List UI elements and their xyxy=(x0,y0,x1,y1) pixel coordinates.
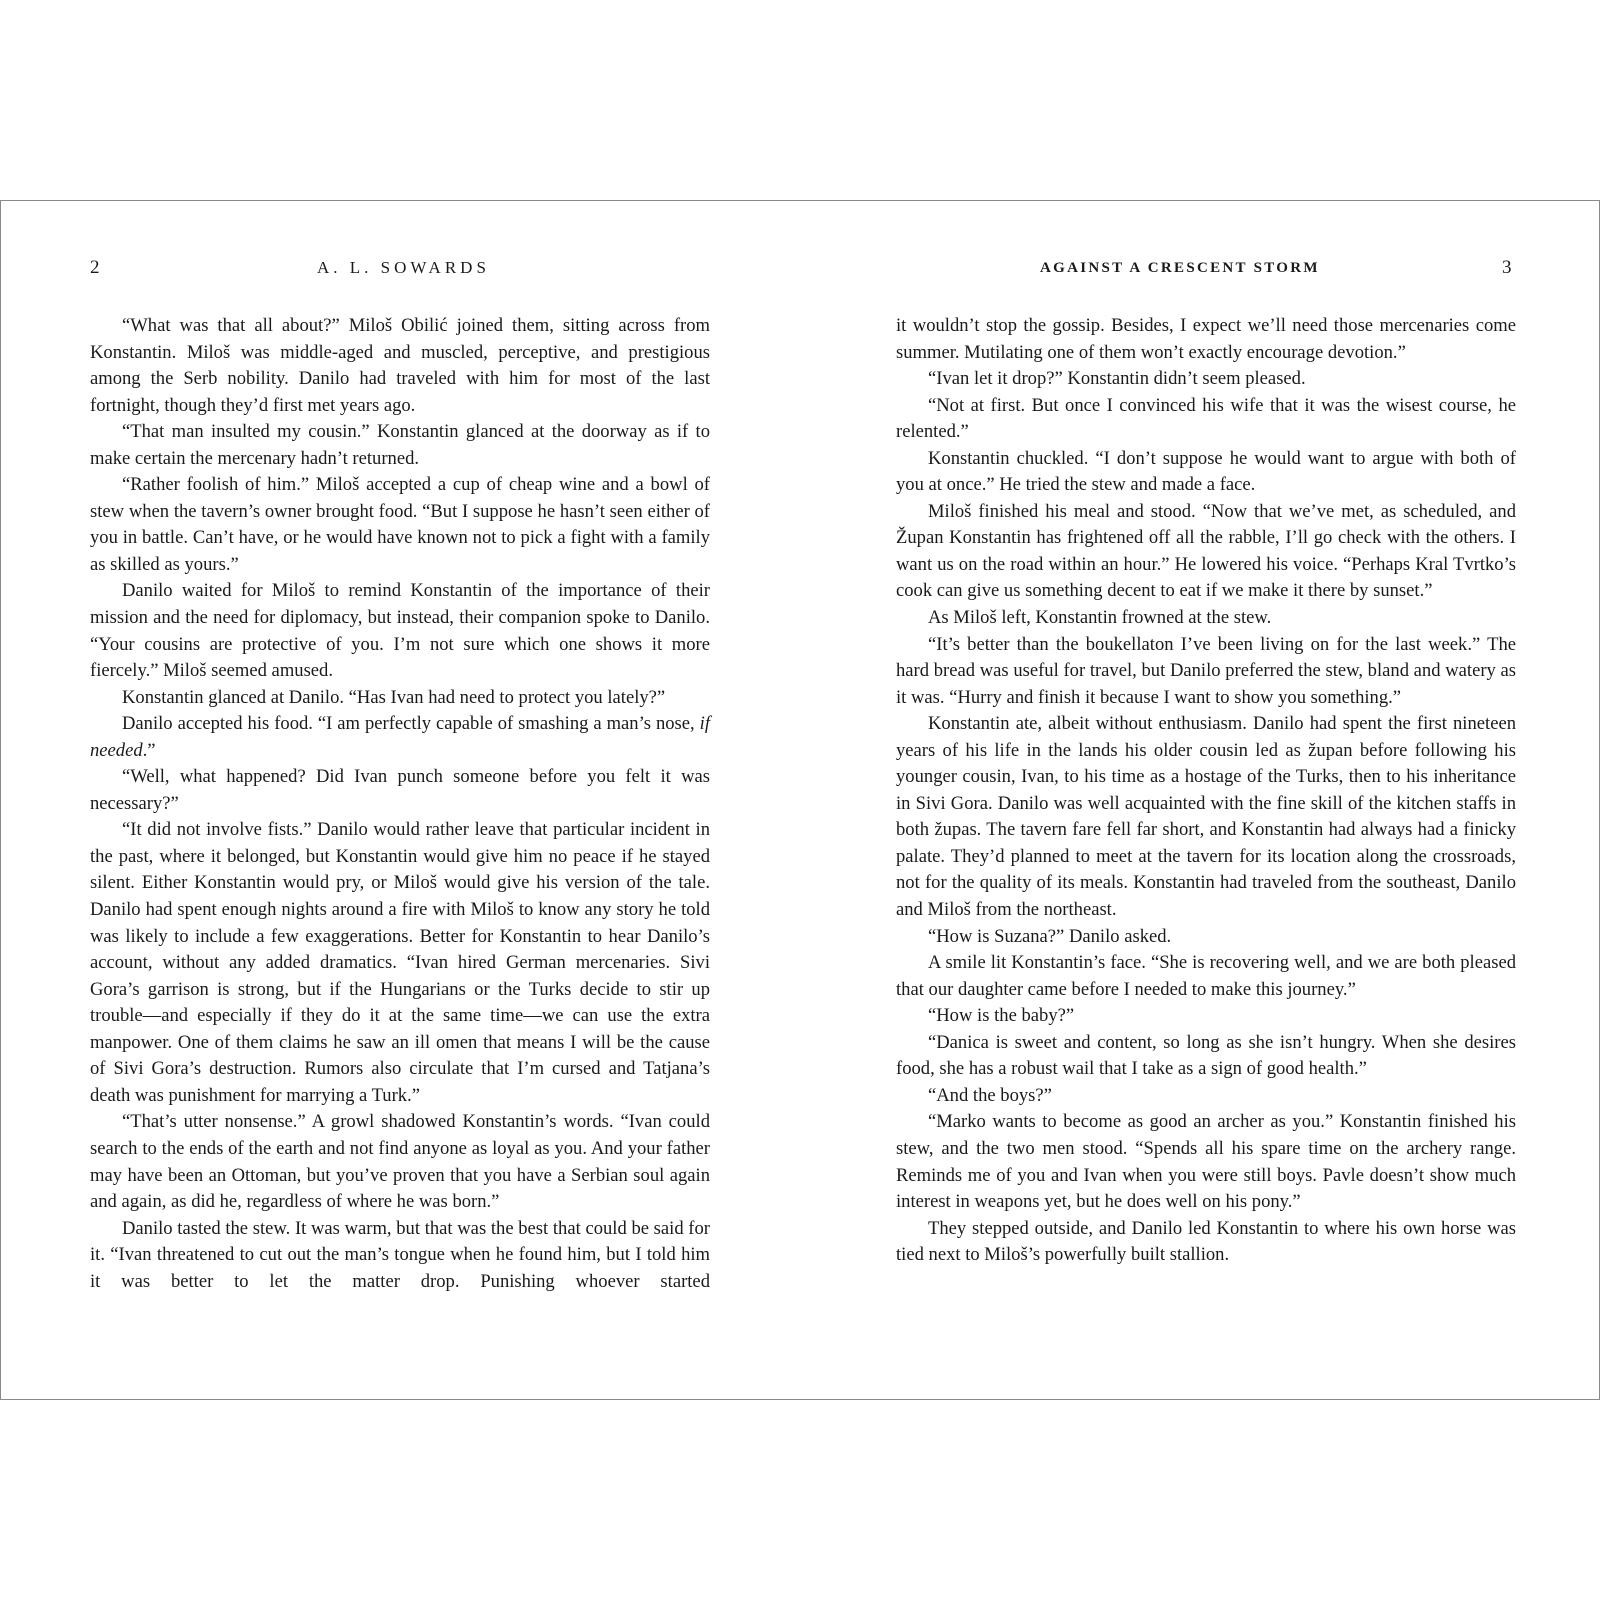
paragraph: Danilo waited for Miloš to remind Konstantin of the importance of their mission and the need for diplomacy, but instead, their companion spoke to Danilo. “Your cousins are protective of you. I’m not sure which one shows it more fiercely.” Miloš seemed amused. xyxy=(90,580,710,682)
paragraph: They stepped outside, and Danilo led Konstantin to where his own horse was tied next to Miloš’s powerfully built stallion. xyxy=(896,1217,1516,1266)
paragraph-text: Danilo accepted his food. “I am perfectly capable of smashing a man’s nose, xyxy=(122,713,700,735)
paragraph: Miloš finished his meal and stood. “Now that we’ve met, as scheduled, and Župan Konstantin has frightened off all the rabble, I’ll go check with the others. I want us on the road within an hour.” He lowered his voice. “Perhaps Kral Tvrtko’s cook can give us something decent to eat if we make it there by sunset.” xyxy=(896,500,1516,602)
paragraph: “What was that all about?” Miloš Obilić joined them, sitting across from Konstantin. Miloš was middle-aged and muscled, perceptive, and prestigious among the Serb nobility. Danilo had traveled with him for most of the last fortnight, though they’d first met years ago. xyxy=(90,315,710,416)
book-spread xyxy=(0,200,1600,1400)
paragraph: “Rather foolish of him.” Miloš accepted a cup of cheap wine and a bowl of stew when the tavern’s owner brought food. “But I suppose he hasn’t seen either of you in battle. Can’t have, or he would have known not to pick a fight with a family as skilled as yours.” xyxy=(90,474,710,575)
running-head-author: A. L. SOWARDS xyxy=(317,258,490,277)
body-text xyxy=(896,313,1516,1269)
paragraph: “How is the baby?” xyxy=(928,1005,1075,1027)
paragraph: “Well, what happened? Did Ivan punch someone before you felt it was necessary?” xyxy=(90,766,710,814)
left-page xyxy=(1,201,800,1399)
paragraph: Danilo tasted the stew. It was warm, but that was the best that could be said for it. “Ivan threatened to cut out the man’s tongue when he found him, but I told him it was better to let the matter drop. Punishing whoever started xyxy=(90,1217,710,1292)
paragraph: Konstantin ate, albeit without enthusiasm. Danilo had spent the first nineteen years of his life in the lands his older cousin led as župan before following his younger cousin, Ivan, to his time as a hostage of the Turks, then to his inheritance in Sivi Gora. Danilo was well acquainted with the fine skill of the kitchen staffs in both župas. The tavern fare fell far short, and Konstantin had always had a finicky palate. They’d planned to meet at the tavern for its location along the crossroads, not for the quality of its meals. Konstantin had traveled from the southeast, Danilo and Miloš from the northeast. xyxy=(896,713,1516,921)
paragraph: A smile lit Konstantin’s face. “She is recovering well, and we are both pleased that our daughter came before I needed to make this journey.” xyxy=(896,952,1516,1000)
paragraph: Konstantin chuckled. “I don’t suppose he would want to argue with both of you at once.” He tried the stew and made a face. xyxy=(896,447,1516,496)
paragraph: it wouldn’t stop the gossip. Besides, I expect we’ll need those mercenaries come summer. Mutilating one of them won’t exactly encourage devotion.” xyxy=(896,315,1516,363)
page-number: 2 xyxy=(90,257,100,278)
paragraph: As Miloš left, Konstantin frowned at the stew. xyxy=(928,607,1272,629)
paragraph: “Marko wants to become as good an archer as you.” Konstantin finished his stew, and the two men stood. “Spends all his spare time on the archery range. Reminds me of you and Ivan when you were still boys. Pavle doesn’t show much interest in weapons yet, but he does well on his pony.” xyxy=(896,1111,1516,1213)
running-head-title: AGAINST A CRESCENT STORM xyxy=(1040,260,1320,276)
paragraph: Konstantin glanced at Danilo. “Has Ivan had need to protect you lately?” xyxy=(122,686,666,708)
paragraph: “And the boys?” xyxy=(928,1084,1052,1106)
paragraph: “How is Suzana?” Danilo asked. xyxy=(928,925,1172,947)
italic-emphasis: if needed xyxy=(90,713,710,761)
body-text xyxy=(90,313,710,1295)
paragraph-text: .” xyxy=(142,739,156,761)
paragraph: “It’s better than the boukellaton I’ve been living on for the last week.” The hard bread was useful for travel, but Danilo preferred the stew, bland and watery as it was. “Hurry and finish it because I want to show you something.” xyxy=(896,633,1516,708)
paragraph: “That’s utter nonsense.” A growl shadowed Konstantin’s words. “Ivan could search to the ends of the earth and not find anyone as loyal as you. And your father may have been an Ottoman, but you’ve proven that you have a Serbian soul again and again, as did he, regardless of where he was born.” xyxy=(90,1111,710,1213)
paragraph: “Danica is sweet and content, so long as she isn’t hungry. When she desires food, she has a robust wail that I take as a sign of good health.” xyxy=(896,1031,1516,1080)
paragraph: “Ivan let it drop?” Konstantin didn’t seem pleased. xyxy=(928,368,1306,390)
paragraph: “That man insulted my cousin.” Konstantin glanced at the doorway as if to make certain the mercenary hadn’t returned. xyxy=(90,421,710,469)
page-number: 3 xyxy=(1502,257,1512,278)
paragraph: “Not at first. But once I convinced his wife that it was the wisest course, he relented.” xyxy=(896,394,1516,443)
paragraph xyxy=(90,711,710,764)
paragraph: “It did not involve fists.” Danilo would rather leave that particular incident in the past, where it belonged, but Konstantin would give him no peace if he stayed silent. Either Konstantin would pry, or Miloš would give his version of the tale. Danilo had spent enough nights around a fire with Miloš to know any story he told was likely to include a few exaggerations. Better for Konstantin to hear Danilo’s account, without any added dramatics. “Ivan hired German mercenaries. Sivi Gora’s garrison is strong, but if the Hungarians or the Turks decide to stir up trouble—and especially if they do it at the same time—we can use the extra manpower. One of them claims he saw an ill omen that means I will be the cause of Sivi Gora’s destruction. Rumors also circulate that I’m cursed and Tatjana’s death was punishment for marrying a Turk.” xyxy=(90,819,710,1106)
right-page xyxy=(800,201,1599,1399)
